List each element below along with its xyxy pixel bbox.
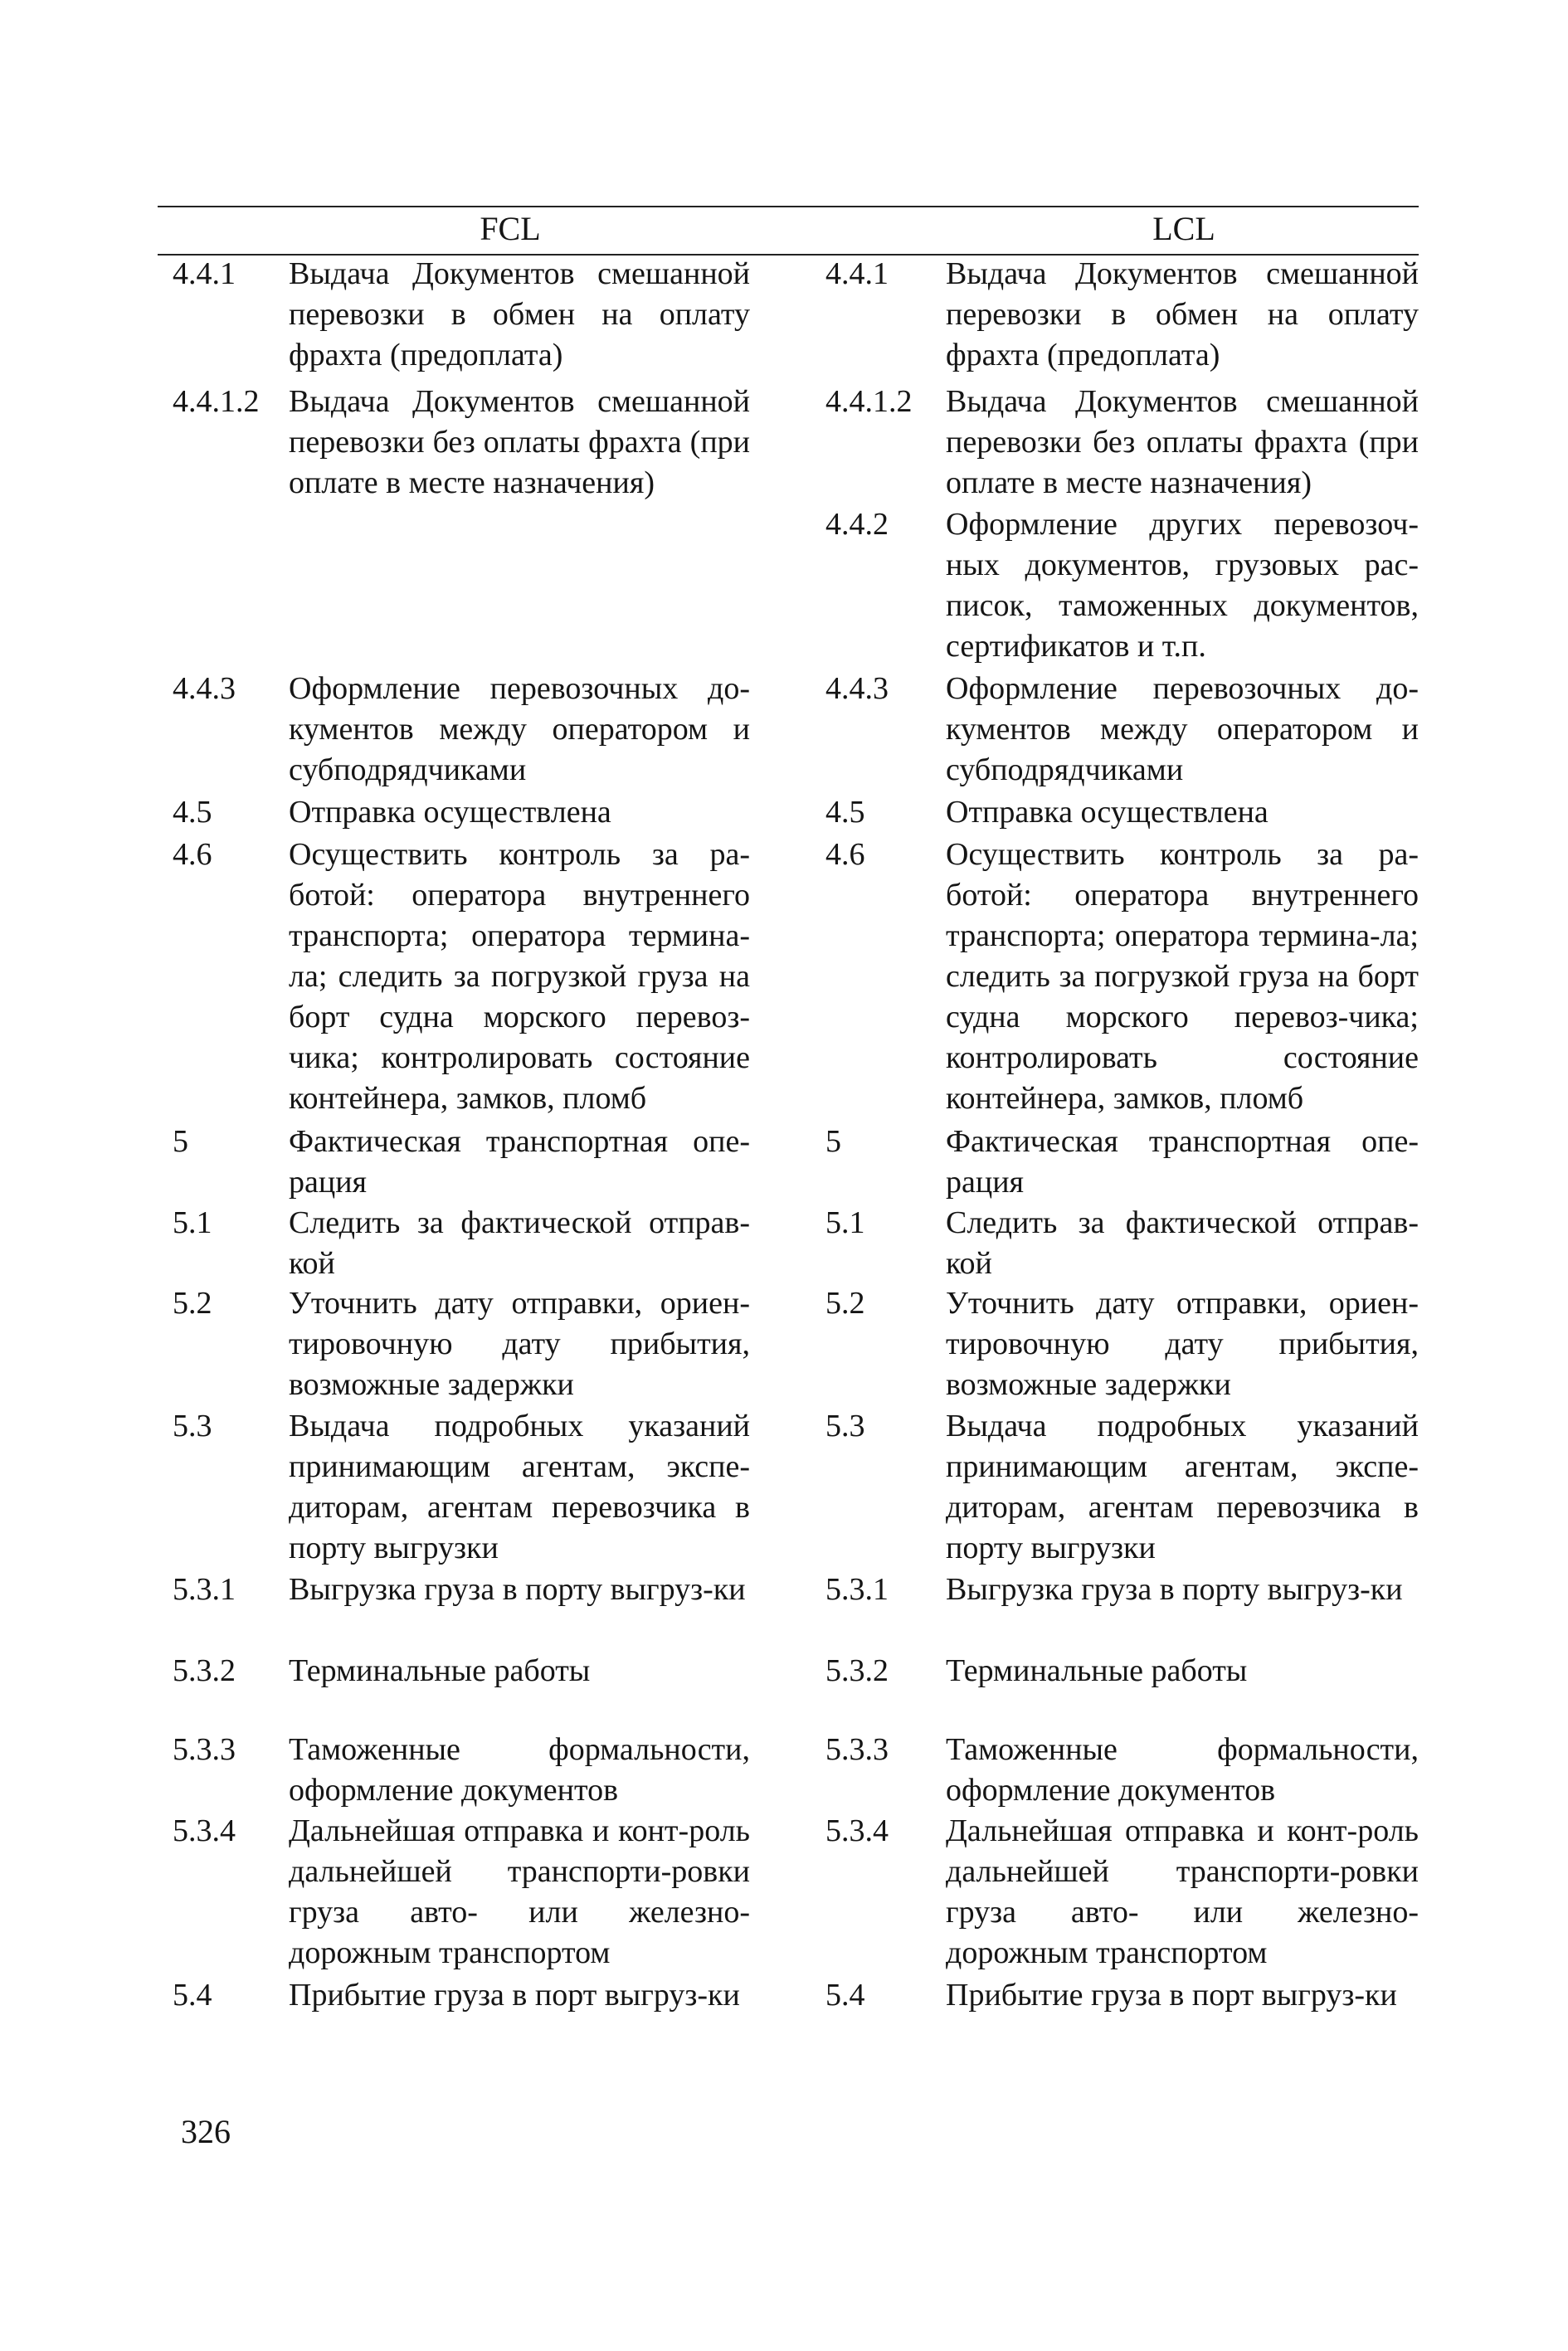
lcl-item-number: 5.2	[825, 1286, 865, 1321]
lcl-item-text: Выдача Документов смешанной перевозки в обмен на оплату фрахта (предоплата)	[946, 256, 1419, 372]
fcl-item-text: Таможенные формальности, оформление документов	[289, 1732, 750, 1808]
lcl-item-number: 5.3.2	[825, 1653, 889, 1688]
fcl-item-text: Выдача Документов смешанной перевозки без оплаты фрахта (при оплате в месте назначения)	[289, 384, 750, 500]
lcl-item-text: Прибытие груза в порт выгруз-​ки	[946, 1978, 1397, 2013]
fcl-item-text: Дальнейшая отправка и конт-​роль дальнейшей транспорти-​ровки груза авто- или железно-​дорожным транспортом	[289, 1813, 750, 1970]
fcl-item-text: Отправка осуществлена	[289, 795, 611, 830]
lcl-item-number: 4.4.3	[825, 671, 889, 706]
fcl-header: FCL	[480, 210, 541, 247]
fcl-item-number: 5.3.3	[173, 1732, 236, 1767]
lcl-item-text: Терминальные работы	[946, 1653, 1248, 1688]
lcl-item-number: 5.3.1	[825, 1572, 889, 1607]
lcl-item-number: 5.1	[825, 1205, 865, 1240]
lcl-item-text: Фактическая транспортная опе-​рация	[946, 1124, 1419, 1200]
page-number: 326	[181, 2113, 231, 2150]
fcl-item-number: 5.3	[173, 1409, 212, 1443]
lcl-item-text: Уточнить дату отправки, ориен-​тировочную дату прибытия, возможные задержки	[946, 1286, 1419, 1402]
lcl-item-text: Выдача подробных указаний принимающим агентам, экспе-​диторам, агентам перевозчика в порту выгрузки	[946, 1409, 1419, 1565]
fcl-item-number: 5.3.2	[173, 1653, 236, 1688]
fcl-item-text: Выдача подробных указаний принимающим агентам, экспе-​диторам, агентам перевозчика в порту выгрузки	[289, 1409, 750, 1565]
fcl-item-text: Следить за фактической отправ-​кой	[289, 1205, 750, 1281]
lcl-item-number: 5.3	[825, 1409, 865, 1443]
fcl-item-text: Выдача Документов смешанной перевозки в обмен на оплату фрахта (предоплата)	[289, 256, 750, 372]
fcl-item-number: 4.4.1	[173, 256, 236, 291]
lcl-item-text: Выгрузка груза в порту выгруз-​ки	[946, 1572, 1403, 1607]
fcl-item-number: 5.3.4	[173, 1813, 236, 1848]
fcl-item-text: Уточнить дату отправки, ориен-​тировочную дату прибытия, возможные задержки	[289, 1286, 750, 1402]
fcl-item-number: 4.4.1.2	[173, 384, 260, 419]
lcl-header: LCL	[1152, 210, 1215, 247]
fcl-item-number: 5.3.1	[173, 1572, 236, 1607]
lcl-item-text: Следить за фактической отправ-​кой	[946, 1205, 1419, 1281]
fcl-item-text: Осуществить контроль за ра-​ботой: оператора внутреннего транспорта; оператора термина-​ла; следить за погрузкой груза на борт судна морского перевоз-​чика; контролировать состояние контейнера, замков, пломб	[289, 837, 750, 1116]
lcl-item-text: Отправка осуществлена	[946, 795, 1269, 830]
fcl-item-number: 4.4.3	[173, 671, 236, 706]
lcl-item-text: Таможенные формальности, оформление документов	[946, 1732, 1419, 1808]
lcl-item-number: 4.4.2	[825, 507, 889, 542]
fcl-item-text: Прибытие груза в порт выгруз-​ки	[289, 1978, 740, 2013]
fcl-item-number: 5.1	[173, 1205, 212, 1240]
lcl-item-text: Выдача Документов смешанной перевозки без оплаты фрахта (при оплате в месте назначения)	[946, 384, 1419, 500]
fcl-item-text: Выгрузка груза в порту выгруз-​ки	[289, 1572, 746, 1607]
lcl-item-text: Оформление других перевозоч-​ных документов, грузовых рас-​писок, таможенных документов, сертификатов и т.п.	[946, 507, 1419, 664]
fcl-item-number: 5	[173, 1124, 188, 1159]
lcl-item-number: 5.3.3	[825, 1732, 889, 1767]
lcl-item-number: 5.4	[825, 1978, 865, 2013]
fcl-item-text: Фактическая транспортная опе-​рация	[289, 1124, 750, 1200]
lcl-item-number: 4.5	[825, 795, 865, 830]
fcl-item-number: 5.2	[173, 1286, 212, 1321]
fcl-item-number: 4.6	[173, 837, 212, 872]
table-top-rule	[158, 206, 1419, 207]
lcl-item-number: 4.4.1.2	[825, 384, 913, 419]
lcl-item-text: Оформление перевозочных до-​кументов между оператором и субподрядчиками	[946, 671, 1419, 787]
lcl-item-text: Осуществить контроль за ра-​ботой: оператора внутреннего транспорта; оператора термина-​ла; следить за погрузкой груза на борт судна морского перевоз-​чика; контролировать состояние контейнера, замков, пломб	[946, 837, 1419, 1116]
lcl-item-number: 4.4.1	[825, 256, 889, 291]
fcl-item-number: 5.4	[173, 1978, 212, 2013]
lcl-item-number: 5.3.4	[825, 1813, 889, 1848]
lcl-item-number: 5	[825, 1124, 841, 1159]
fcl-item-text: Оформление перевозочных до-​кументов между оператором и субподрядчиками	[289, 671, 750, 787]
lcl-item-text: Дальнейшая отправка и конт-​роль дальнейшей транспорти-​ровки груза авто- или железно-​дорожным транспортом	[946, 1813, 1419, 1970]
fcl-item-number: 4.5	[173, 795, 212, 830]
lcl-item-number: 4.6	[825, 837, 865, 872]
fcl-item-text: Терминальные работы	[289, 1653, 591, 1688]
